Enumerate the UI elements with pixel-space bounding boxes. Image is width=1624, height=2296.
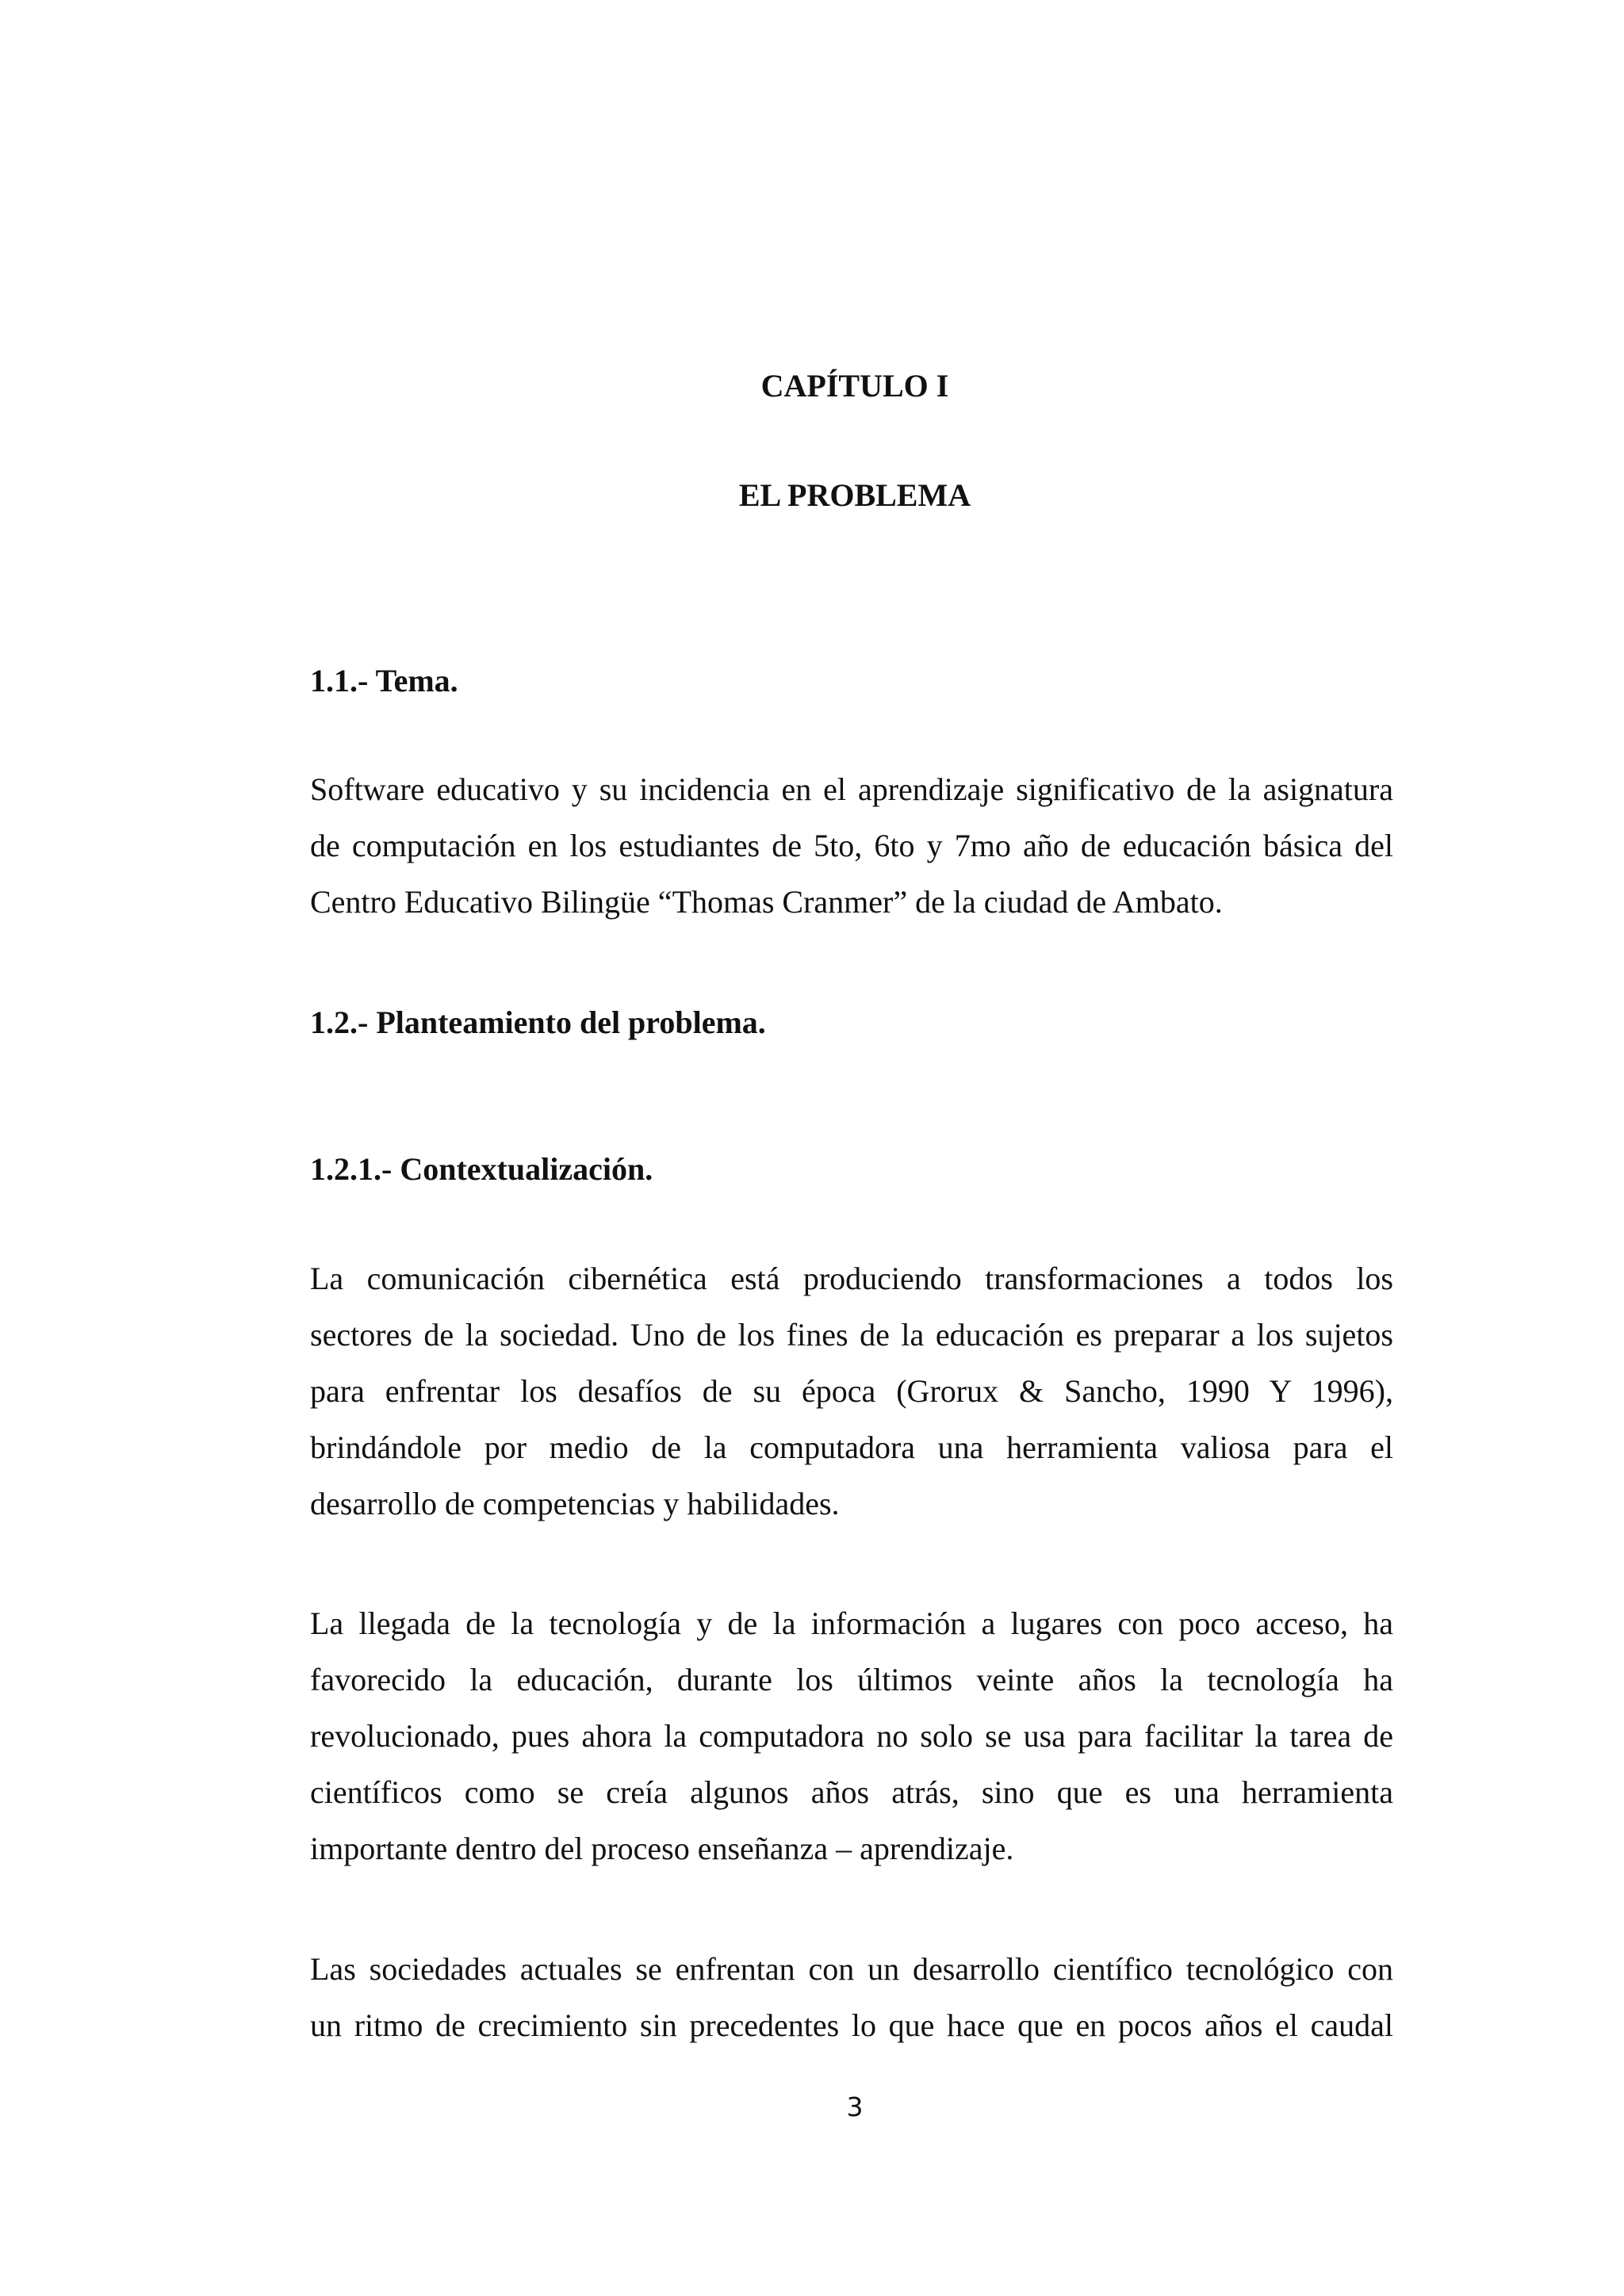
text-line: La llegada de la tecnología y de la información a lugares con poco acceso, ha <box>310 1605 1393 1641</box>
text-line: importante dentro del proceso enseñanza – aprendizaje. <box>310 1831 1014 1866</box>
text-line: Las sociedades actuales se enfrentan con un desarrollo científico tecnológico con <box>310 1951 1393 1987</box>
text-line: favorecido la educación, durante los últimos veinte años la tecnología ha <box>310 1662 1393 1697</box>
text-line: sectores de la sociedad. Uno de los fines de la educación es preparar a los sujetos <box>310 1317 1393 1353</box>
text-line: brindándole por medio de la computadora una herramienta valiosa para el <box>310 1429 1393 1465</box>
section-heading-contextualizacion: 1.2.1.- Contextualización. <box>310 1151 653 1187</box>
text-line: Software educativo y su incidencia en el aprendizaje significativo de la asignatura <box>310 771 1393 807</box>
text-line: para enfrentar los desafíos de su época (Grorux & Sancho, 1990 Y 1996), <box>310 1373 1393 1409</box>
text-line: un ritmo de crecimiento sin precedentes lo que hace que en pocos años el caudal <box>310 2007 1393 2043</box>
text-line: desarrollo de competencias y habilidades. <box>310 1486 840 1521</box>
text-line: La comunicación cibernética está produciendo transformaciones a todos los <box>310 1261 1393 1296</box>
tema-paragraph <box>310 761 1393 930</box>
section-heading-tema: 1.1.- Tema. <box>310 663 458 698</box>
chapter-subtitle: EL PROBLEMA <box>738 477 971 513</box>
text-line: científicos como se creía algunos años atrás, sino que es una herramienta <box>310 1774 1393 1810</box>
page-number: 3 <box>846 2091 864 2122</box>
chapter-title: CAPÍTULO I <box>760 368 949 404</box>
section-heading-planteamiento: 1.2.- Planteamiento del problema. <box>310 1004 766 1040</box>
text-line: de computación en los estudiantes de 5to, 6to y 7mo año de educación básica del <box>310 828 1393 863</box>
paragraph-2 <box>310 1595 1393 1877</box>
paragraph-3 <box>310 1941 1393 2053</box>
text-line: revolucionado, pues ahora la computadora no solo se usa para facilitar la tarea de <box>310 1718 1393 1754</box>
paragraph-1 <box>310 1250 1393 1532</box>
text-line: Centro Educativo Bilingüe “Thomas Cranmer” de la ciudad de Ambato. <box>310 884 1223 920</box>
